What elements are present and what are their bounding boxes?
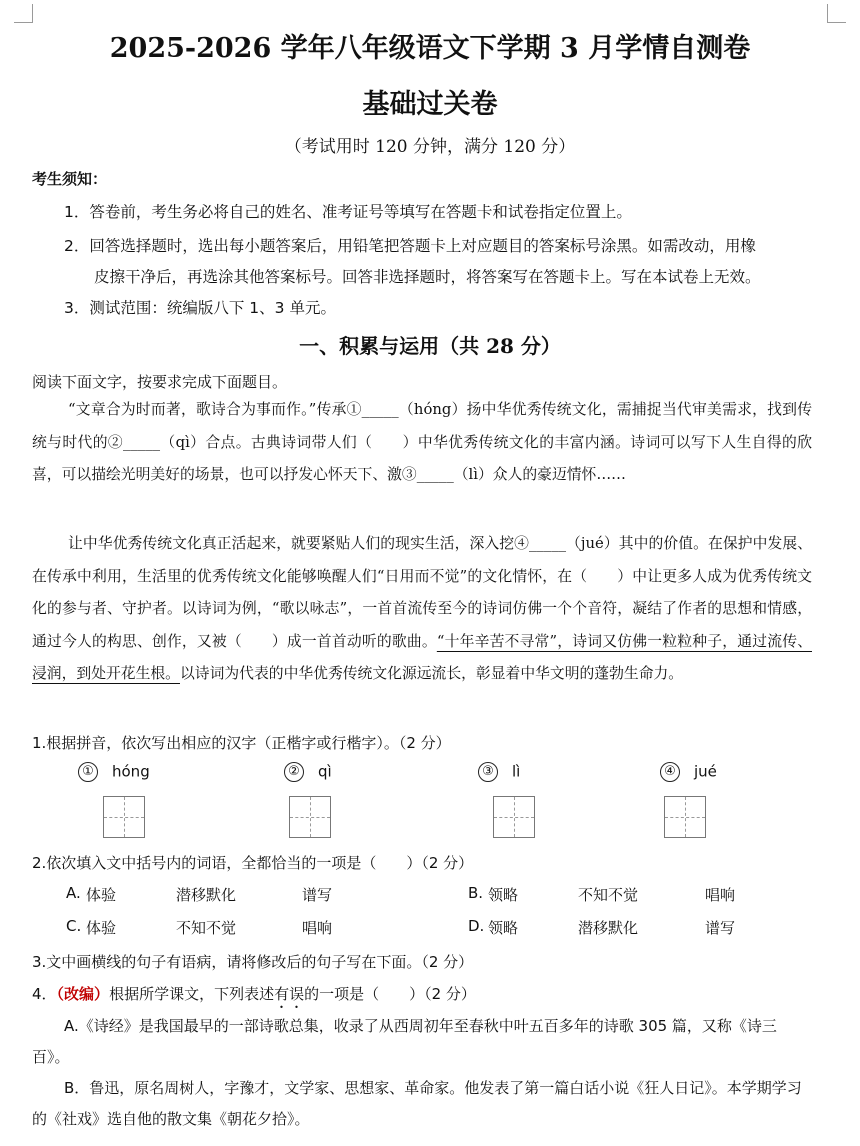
option-b-word-1: 领略 xyxy=(488,886,519,904)
notice-heading: 考生须知： xyxy=(32,170,108,188)
circled-number-3: ③ xyxy=(478,762,498,782)
question-1: 1.根据拼音，依次写出相应的汉字（正楷字或行楷字）。（2 分） xyxy=(32,734,451,752)
exam-subtitle: 基础过关卷 xyxy=(362,89,498,120)
question-4-option-a: A.《诗经》是我国最早的一部诗歌总集，收录了从西周初年至春秋中叶五百多年的诗歌 305 篇，又称《诗三百》。 xyxy=(32,1017,777,1066)
option-d-label: D. xyxy=(468,917,485,935)
option-a-word-3: 谱写 xyxy=(302,886,333,904)
option-c-word-2: 不知不觉 xyxy=(176,919,237,937)
reading-intro: 阅读下面文字，按要求完成下面题目。 xyxy=(32,373,288,391)
option-d-word-2: 潜移默化 xyxy=(578,919,639,937)
pinyin-2: ② qì xyxy=(284,762,332,782)
notice-item-1: 1．答卷前，考生务必将自己的姓名、准考证号等填写在答题卡和试卷指定位置上。 xyxy=(64,203,632,221)
option-c-label: C. xyxy=(66,917,82,935)
section-1-title: 一、积累与运用（共 28 分） xyxy=(299,334,561,358)
page-corner-mark-right xyxy=(827,4,846,23)
pinyin-3: ③ lì xyxy=(478,762,520,782)
notice-item-3: 3．测试范围：统编版八下 1、3 单元。 xyxy=(64,299,336,317)
circled-number-2: ② xyxy=(284,762,304,782)
passage-paragraph-1: “文章合为时而著，歌诗合为事而作。”传承①_____（hóng）扬中华优秀传统文化，需捕捉当代审美需求，找到传统与时代的②_____（qì）合点。古典诗词带人们（ ）中华优秀传统文化的丰富内涵。诗词可以写下人生自得的欣喜，可以描绘光明美好的场景，也可以抒发心怀天下、激③_____（lì）众人的豪迈情怀…… xyxy=(32,401,812,483)
passage-p2-b: 以诗词为代表的中华优秀传统文化源远流长，彰显着中华文明的蓬勃生命力。 xyxy=(179,665,684,682)
question-4-option-b: B．鲁迅，原名周树人，字豫才，文学家、思想家、革命家。他发表了第一篇白话小说《狂人日记》。本学期学习的《社戏》选自他的散文集《朝花夕拾》。 xyxy=(32,1079,802,1128)
option-d-word-3: 谱写 xyxy=(705,919,736,937)
option-a-label: A. xyxy=(66,884,81,902)
question-4: 4．（改编）根据所学课文，下列表述有误的一项是（ ）（2 分） xyxy=(32,985,476,1003)
question-2: 2.依次填入文中括号内的词语，全都恰当的一项是（ ）（2 分） xyxy=(32,854,474,872)
answer-box-1[interactable] xyxy=(103,796,145,838)
option-b-label: B. xyxy=(468,884,484,902)
page-corner-mark-left xyxy=(14,4,33,23)
option-b-word-2: 不知不觉 xyxy=(578,886,639,904)
circled-number-4: ④ xyxy=(660,762,680,782)
option-d-word-1: 领略 xyxy=(488,919,519,937)
underlined-sentence: “十年辛苦不寻常”，诗词又仿佛一粒粒种子，通过流传、浸润，到处开花生根。 xyxy=(32,632,812,682)
option-c-word-1: 体验 xyxy=(86,919,117,937)
notice-item-2: 2．回答选择题时，选出每小题答案后，用铅笔把答题卡上对应题目的答案标号涂黑。如需改动，用橡 xyxy=(64,237,756,255)
emphasis-wrong: 有误 xyxy=(274,985,305,1003)
option-c-word-3: 唱响 xyxy=(302,919,333,937)
passage-p2-a: 让中华优秀传统文化真正活起来，就要紧贴人们的现实生活，深入挖④_____（jué）其中的价值。在保护中发展、在传承中利用，生活里的优秀传统文化能够唤醒人们“日用而不觉”的文化情怀，在（ ）中让更多人成为优秀传统文化的参与者、守护者。以诗词为例，“歌以咏志”，一首首流传至今的诗词仿佛一个个音符，凝结了作者的思想和情感，通过今人的构思、创作，又被（ ）成一首首动听的歌曲。 xyxy=(32,535,812,650)
question-3: 3.文中画横线的句子有语病，请将修改后的句子写在下面。（2 分） xyxy=(32,953,474,971)
notice-item-2-cont: 皮擦干净后，再选涂其他答案标号。回答非选择题时，将答案写在答题卡上。写在本试卷上无效。 xyxy=(94,268,761,286)
exam-info: （考试用时 120 分钟，满分 120 分） xyxy=(284,137,576,157)
answer-box-2[interactable] xyxy=(289,796,331,838)
answer-box-3[interactable] xyxy=(493,796,535,838)
passage-paragraph-2 xyxy=(32,528,812,691)
option-a-word-2: 潜移默化 xyxy=(176,886,237,904)
circled-number-1: ① xyxy=(78,762,98,782)
exam-title: 2025-2026 学年八年级语文下学期 3 月学情自测卷 xyxy=(109,33,751,64)
adapted-tag: （改编） xyxy=(56,985,110,1003)
option-a-word-1: 体验 xyxy=(86,886,117,904)
option-b-word-3: 唱响 xyxy=(705,886,736,904)
pinyin-1: ① hóng xyxy=(78,762,150,782)
answer-box-4[interactable] xyxy=(664,796,706,838)
pinyin-4: ④ jué xyxy=(660,762,717,782)
